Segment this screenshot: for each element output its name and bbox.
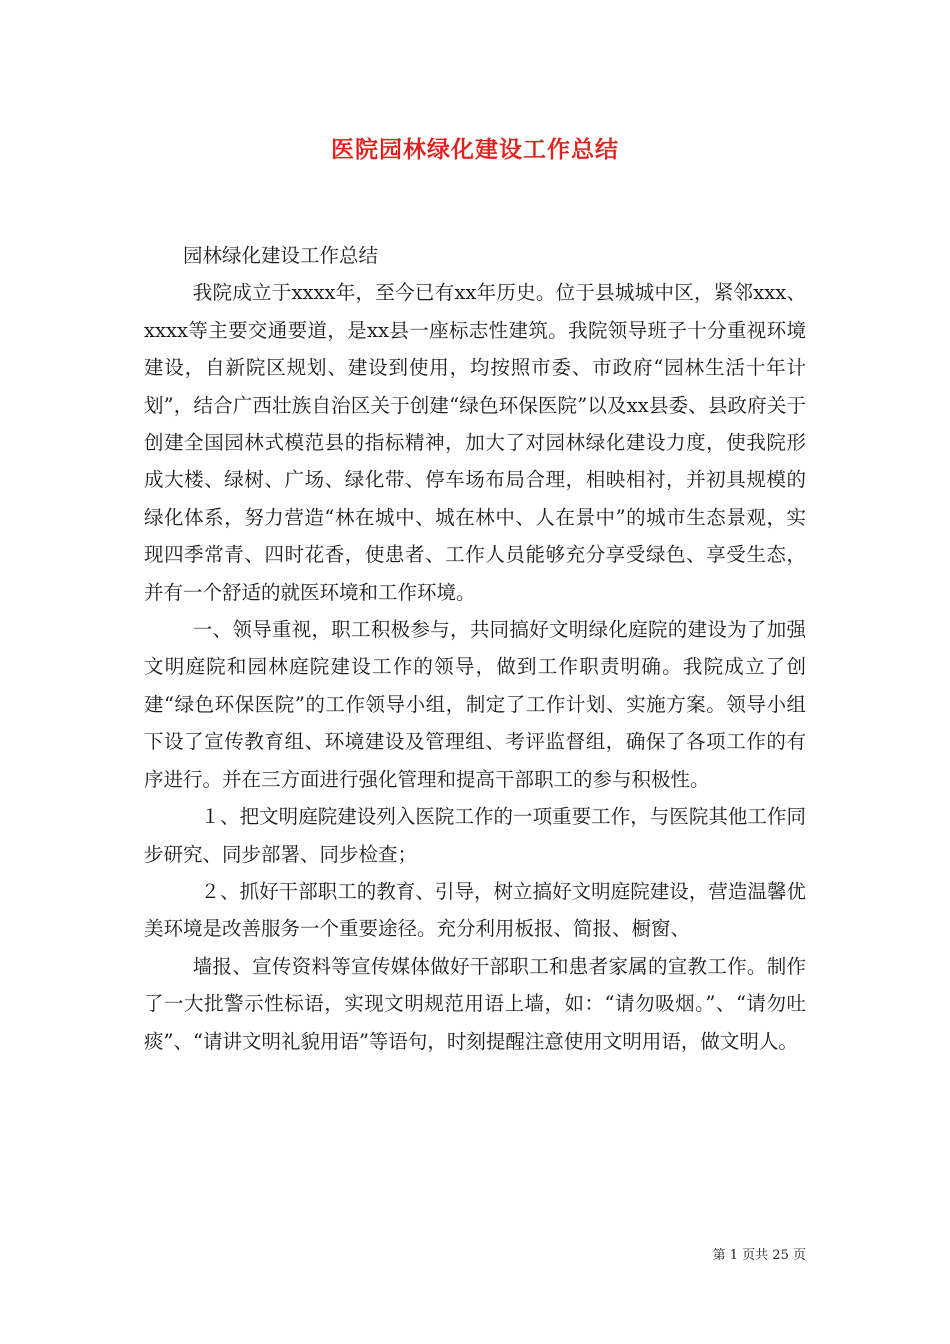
document-subtitle: 园林绿化建设工作总结 xyxy=(183,244,379,267)
paragraph-intro: 我院成立于xxxx年，至今已有xx年历史。位于县城城中区，紧邻xxx、xxxx等主要交通要道，是xx县一座标志性建筑。我院领导班子十分重视环境建设，自新院区规划、建设到使用，均按照市委、市政府“园林生活十年计划”，结合广西壮族自治区关于创建“绿色环保医院”以及xx县委、县政府关于创建全国园林式模范县的指标精神，加大了对园林绿化建设力度，使我院形成大楼、绿树、广场、绿化带、停车场布局合理，相映相衬，并初具规模的绿化体系，努力营造“林在城中、城在林中、人在景中”的城市生态景观，实现四季常青、四时花香，使患者、工作人员能够充分享受绿色、享受生态，并有一个舒适的就医环境和工作环境。 xyxy=(144,281,806,604)
footer-suffix: 页 xyxy=(792,1248,806,1263)
paragraph-section-one: 一、领导重视，职工积极参与，共同搞好文明绿化庭院的建设为了加强文明庭院和园林庭院建设工作的领导，做到工作职责明确。我院成立了创建“绿色环保医院”的工作领导小组，制定了工作计划、实施方案。领导小组下设了宣传教育组、环境建设及管理组、考评监督组，确保了各项工作的有序进行。并在三方面进行强化管理和提高干部职工的参与积极性。 xyxy=(144,618,806,791)
document-body xyxy=(144,237,806,1060)
footer-prefix: 第 xyxy=(712,1248,726,1263)
footer-middle: 页共 xyxy=(742,1248,769,1263)
document-title: 医院园林绿化建设工作总结 xyxy=(331,136,619,163)
paragraph-propaganda: 墙报、宣传资料等宣传媒体做好干部职工和患者家属的宣教工作。制作了一大批警示性标语，实现文明规范用语上墙，如：“请勿吸烟。”、“请勿吐痰”、“请讲文明礼貌用语”等语句，时刻提醒注意使用文明用语，做文明人。 xyxy=(144,954,806,1053)
footer-total-pages: 25 xyxy=(772,1248,789,1263)
footer-page-number: 1 xyxy=(729,1248,738,1263)
page-footer xyxy=(713,1247,806,1265)
paragraph-item-2: ２、抓好干部职工的教育、引导，树立搞好文明庭院建设，营造温馨优美环境是改善服务一个重要途径。充分利用板报、简报、橱窗、 xyxy=(144,879,806,941)
paragraph-item-1: １、把文明庭院建设列入医院工作的一项重要工作，与医院其他工作同步研究、同步部署、同步检查； xyxy=(144,805,806,866)
